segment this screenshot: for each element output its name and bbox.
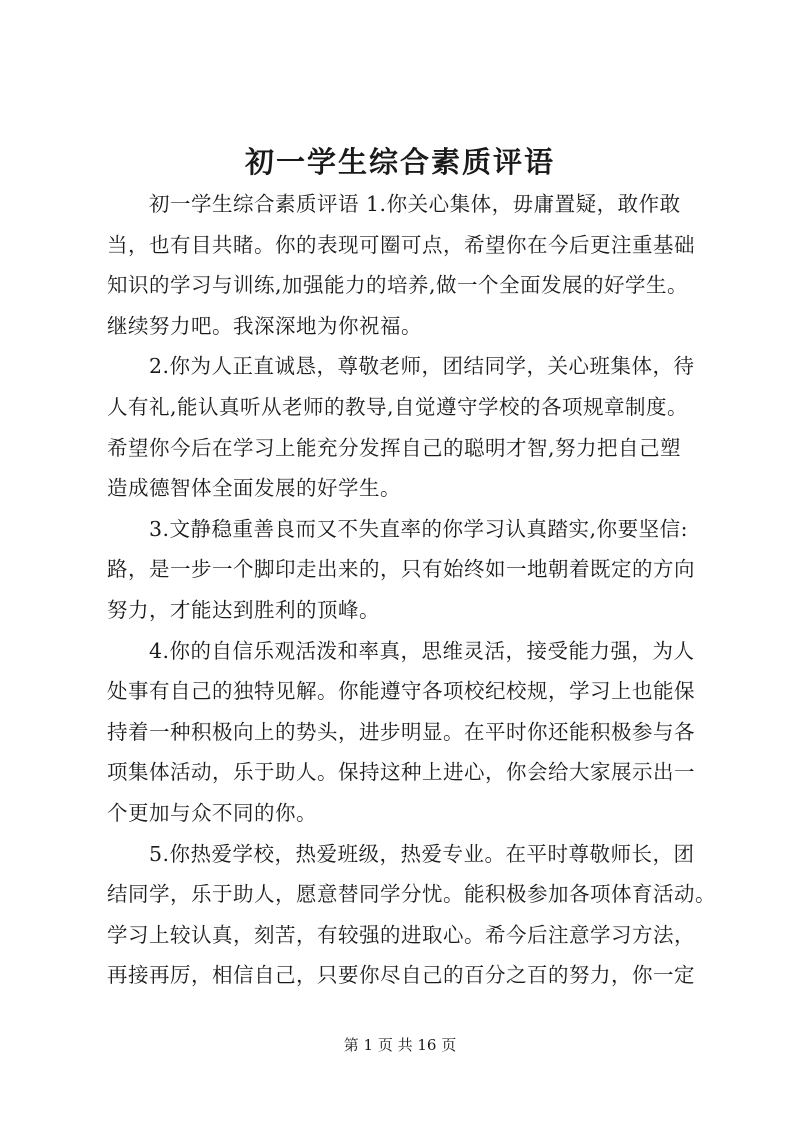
body-line: 持着一种积极向上的势头，进步明显。在平时你还能积极参与各 bbox=[107, 719, 695, 744]
body-line: 初一学生综合素质评语 1.你关心集体，毋庸置疑，敢作敢 bbox=[149, 192, 681, 216]
body-line: 当，也有目共睹。你的表现可圈可点，希望你在今后更注重基础 bbox=[107, 232, 695, 257]
document-title: 初一学生综合素质评语 bbox=[244, 145, 555, 179]
body-line: 造成德智体全面发展的好学生。 bbox=[107, 476, 401, 501]
body-line: 继续努力吧。我深深地为你祝福。 bbox=[107, 313, 422, 338]
body-line: 路，是一步一个脚印走出来的，只有始终如一地朝着既定的方向 bbox=[107, 557, 695, 582]
body-line: 个更加与众不同的你。 bbox=[107, 800, 317, 825]
document-body bbox=[107, 184, 717, 996]
body-line: 3.文静稳重善良而又不失直率的你学习认真踏实,你要坚信: bbox=[149, 516, 688, 541]
body-line: 学习上较认真，刻苦，有较强的进取心。希今后注意学习方法， bbox=[107, 922, 695, 947]
body-line: 2.你为人正直诚恳，尊敬老师，团结同学，关心班集体，待 bbox=[149, 354, 695, 379]
body-line: 人有礼,能认真听从老师的教导,自觉遵守学校的各项规章制度。 bbox=[107, 394, 689, 419]
body-line: 处事有自己的独特见解。你能遵守各项校纪校规，学习上也能保 bbox=[107, 679, 695, 704]
page-footer: 第 1 页 共 16 页 bbox=[343, 1036, 457, 1054]
body-line: 项集体活动，乐于助人。保持这种上进心，你会给大家展示出一 bbox=[107, 760, 695, 785]
body-line: 5.你热爱学校，热爱班级，热爱专业。在平时尊敬师长，团 bbox=[149, 841, 695, 866]
body-line: 结同学，乐于助人，愿意替同学分忧。能积极参加各项体育活动。 bbox=[107, 882, 716, 907]
body-line: 4.你的自信乐观活泼和率真，思维灵活，接受能力强，为人 bbox=[149, 638, 695, 663]
body-line: 希望你今后在学习上能充分发挥自己的聪明才智,努力把自己塑 bbox=[107, 435, 682, 460]
body-line: 知识的学习与训练,加强能力的培养,做一个全面发展的好学生。 bbox=[107, 273, 689, 298]
body-line: 努力，才能达到胜利的顶峰。 bbox=[107, 597, 380, 622]
body-line: 再接再厉，相信自己，只要你尽自己的百分之百的努力，你一定 bbox=[107, 963, 695, 988]
